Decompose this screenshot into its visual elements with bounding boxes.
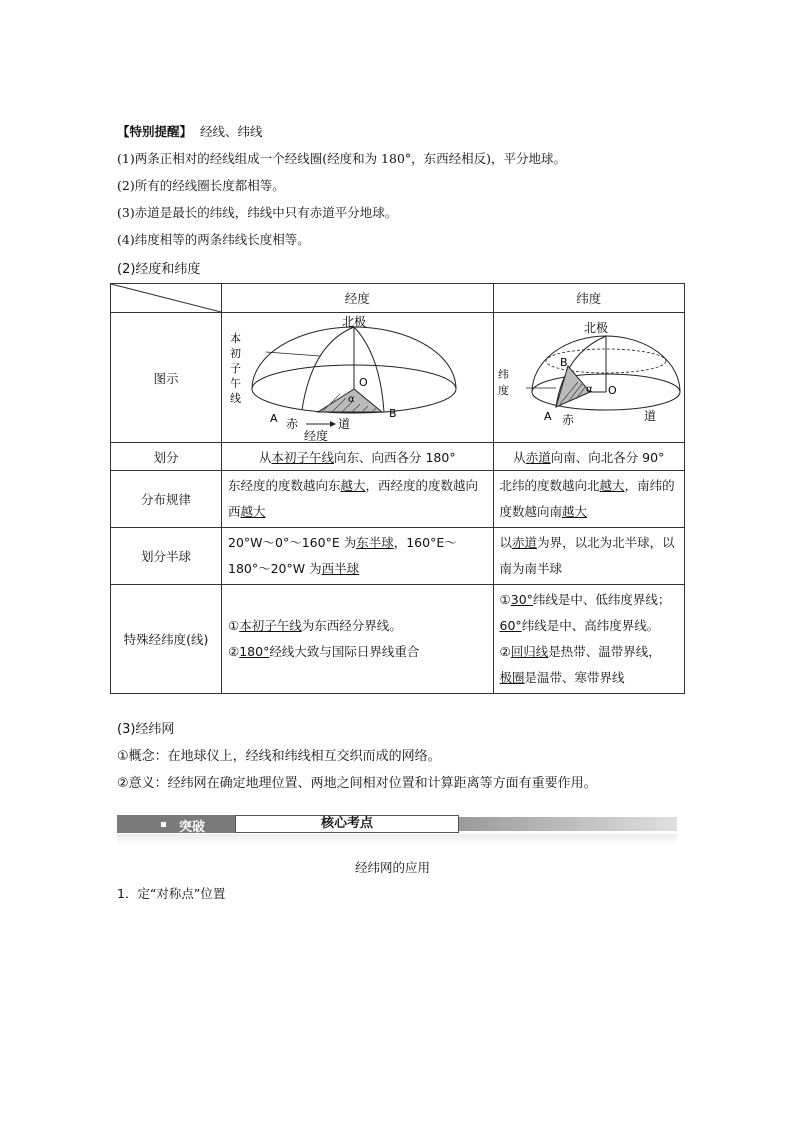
text: 是温带、寒带界线 (524, 670, 625, 685)
banner-shadow (117, 834, 677, 846)
text: ① (228, 618, 240, 633)
text: 向东、向西各分 180° (333, 449, 456, 465)
section3-concept: ①概念：在地球仪上，经线和纬线相互交织而成的网络。 (117, 749, 441, 764)
square-bullet-icon (161, 822, 166, 827)
banner-tag (117, 815, 235, 833)
underlined-text: 东半球 (356, 535, 394, 550)
point-a-label: A (543, 409, 552, 423)
prime-meridian-char: 午 (230, 376, 242, 390)
underlined-text: 30° (510, 592, 533, 607)
section3-meaning: ②意义：经纬网在确定地理位置、两地之间相对位置和计算距离等方面有重要作用。 (117, 776, 597, 791)
special-longitude (222, 585, 494, 694)
prime-meridian-char: 本 (230, 331, 242, 345)
underlined-text: 60° (499, 618, 522, 633)
underlined-text: 越大 (240, 504, 266, 519)
text: 从 (258, 449, 272, 465)
latitude-char: 度 (497, 383, 509, 397)
tip-item: (2)所有的经线圈长度都相等。 (117, 178, 285, 193)
row-head-distribution: 分布规律 (111, 471, 222, 528)
division-latitude (493, 443, 684, 471)
tip-heading (117, 122, 262, 140)
latitude-diagram (494, 314, 684, 442)
text: 东经度的度数越向东 (228, 478, 341, 493)
tip-item: (3)赤道是最长的纬线，纬线中只有赤道平分地球。 (117, 205, 398, 220)
equator-label: 道 (643, 408, 656, 423)
latitude-char: 纬 (497, 367, 509, 381)
text: 以 (499, 535, 513, 550)
special-lat-line (500, 613, 678, 639)
tip-subtitle: 经线、纬线 (199, 124, 263, 139)
row-head-hemisphere: 划分半球 (111, 528, 222, 585)
equator-label: 赤 (561, 412, 574, 427)
hemisphere-latitude (493, 528, 684, 585)
section3-heading: (3)经纬网 (117, 722, 175, 737)
equator-label: 道 (338, 416, 351, 431)
equator-label: 赤 (286, 416, 299, 431)
point-a-label: A (270, 411, 278, 425)
banner-tag-text: 突破 (179, 820, 206, 835)
diagonal-line (111, 284, 221, 312)
text: ，160°E～180°～20°W 为 (228, 535, 457, 576)
lon-lat-table (110, 283, 685, 694)
prime-meridian-char: 初 (230, 346, 242, 360)
special-lon-line (228, 613, 487, 639)
topic-title: 经纬网的应用 (355, 860, 431, 875)
underlined-text: 本初子午线 (239, 618, 302, 633)
hemisphere-longitude (222, 528, 494, 585)
text: 北纬的度数越向北 (499, 478, 600, 493)
north-pole-label: 北极 (583, 320, 608, 335)
row-head-diagram: 图示 (111, 313, 222, 443)
underlined-text: 赤道 (525, 449, 551, 465)
prime-meridian-char: 子 (230, 361, 242, 375)
text: 纬线是中、高纬度界线。 (521, 618, 660, 633)
special-lat-line (500, 639, 678, 665)
text: 纬线是中、低纬度界线； (532, 592, 671, 607)
underlined-text: 180° (239, 644, 270, 659)
special-lon-line (228, 639, 487, 665)
division-longitude (222, 443, 494, 471)
text: 为界，以北为北半球，以南为南半球 (499, 535, 675, 576)
breakthrough-banner (117, 815, 677, 835)
col-header-latitude: 纬度 (493, 284, 684, 313)
row-head-division: 划分 (111, 443, 222, 471)
col-header-longitude: 经度 (222, 284, 494, 313)
text: 为东西经分界线。 (301, 618, 402, 633)
underlined-text: 越大 (599, 478, 625, 493)
underlined-text: 赤道 (512, 535, 538, 550)
point-b-label: B (389, 406, 397, 420)
distribution-longitude (222, 471, 494, 528)
underlined-text: 本初子午线 (271, 449, 334, 465)
center-o-label: O (607, 383, 617, 397)
longitude-diagram-cell (222, 313, 494, 443)
north-pole-label: 北极 (342, 314, 367, 329)
tip-item: (4)纬度相等的两条纬线长度相等。 (117, 232, 310, 247)
text: ，南纬的度数越向南 (499, 478, 675, 519)
banner-title: 核心考点 (235, 815, 459, 833)
text: 经线大致与国际日界线重合 (269, 644, 420, 659)
corner-cell (111, 284, 222, 313)
tip-item: (1)两条正相对的经线组成一个经线圈(经度和为 180°，东西经相反)，平分地球。 (117, 151, 567, 166)
text: ，西经度的度数越向西 (228, 478, 479, 519)
alpha-label: α (585, 383, 593, 395)
center-o-label: O (359, 375, 368, 389)
text: 是热带、温带界线， (548, 644, 661, 659)
underlined-text: 越大 (340, 478, 366, 493)
text: 从 (513, 449, 526, 465)
topic-item: 1．定“对称点”位置 (117, 886, 226, 901)
special-lat-line (500, 587, 678, 613)
banner-gradient (459, 817, 677, 831)
section2-heading: (2)经度和纬度 (117, 262, 201, 277)
text: ② (499, 644, 511, 659)
underlined-text: 极圈 (499, 670, 525, 685)
point-b-label: B (559, 355, 568, 369)
tip-title: 【特别提醒】 (117, 124, 193, 139)
text: 向南、向北各分 90° (550, 449, 665, 465)
underlined-text: 回归线 (510, 644, 549, 659)
special-latitude (493, 585, 684, 694)
special-lat-line (500, 665, 678, 691)
underlined-text: 越大 (562, 504, 588, 519)
longitude-label: 经度 (304, 428, 329, 442)
text: ② (228, 644, 240, 659)
latitude-diagram-cell (493, 313, 684, 443)
underlined-text: 西半球 (321, 561, 360, 576)
distribution-latitude (493, 471, 684, 528)
row-head-special: 特殊经纬度(线) (111, 585, 222, 694)
text: 20°W～0°～160°E 为 (228, 535, 357, 550)
alpha-label: α (348, 393, 355, 405)
longitude-diagram (222, 314, 492, 442)
text: ① (499, 592, 511, 607)
prime-meridian-char: 线 (230, 391, 242, 405)
